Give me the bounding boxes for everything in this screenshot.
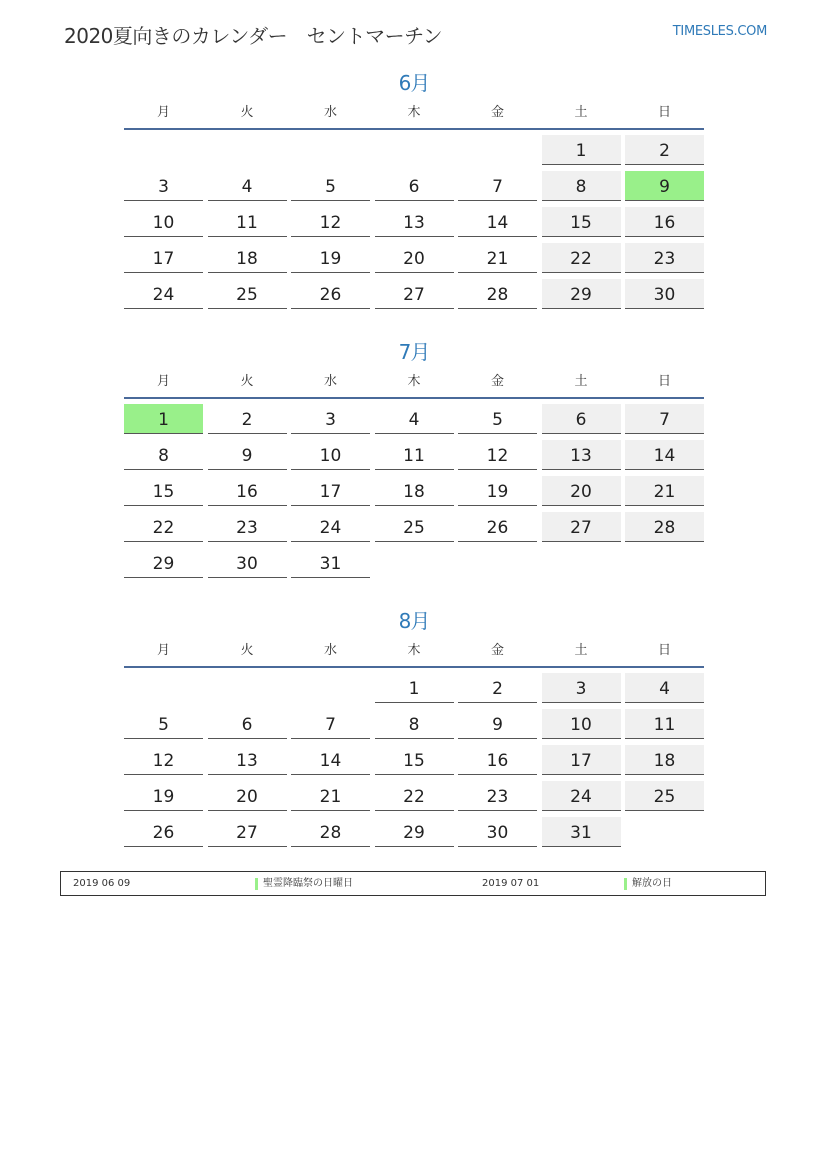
legend-date: 2019 06 09 xyxy=(73,878,131,889)
day-cell[interactable]: 26 xyxy=(124,817,203,847)
day-cell[interactable]: 18 xyxy=(208,243,287,273)
day-grid xyxy=(124,404,704,578)
day-grid xyxy=(124,135,704,309)
day-cell[interactable]: 11 xyxy=(625,709,704,739)
day-cell[interactable]: 25 xyxy=(625,781,704,811)
day-cell[interactable]: 22 xyxy=(375,781,454,811)
weekday-label: 金 xyxy=(490,643,504,658)
day-cell[interactable]: 8 xyxy=(124,440,203,470)
brand-link[interactable]: TIMESLES.COM xyxy=(672,24,767,39)
day-cell[interactable]: 1 xyxy=(542,135,621,165)
day-cell[interactable]: 17 xyxy=(124,243,203,273)
weekday-label: 水 xyxy=(323,643,337,658)
weekday-label: 土 xyxy=(574,643,588,658)
day-cell[interactable]: 12 xyxy=(124,745,203,775)
day-cell[interactable]: 22 xyxy=(542,243,621,273)
day-cell[interactable]: 27 xyxy=(375,279,454,309)
day-cell[interactable]: 29 xyxy=(124,548,203,578)
legend-holiday-name: 解放の日 xyxy=(632,878,672,889)
weekday-label: 火 xyxy=(240,643,254,658)
day-cell[interactable]: 7 xyxy=(458,171,537,201)
day-cell[interactable]: 6 xyxy=(542,404,621,434)
day-cell[interactable]: 18 xyxy=(375,476,454,506)
day-cell[interactable]: 20 xyxy=(208,781,287,811)
weekday-header xyxy=(124,367,704,397)
day-cell[interactable]: 27 xyxy=(208,817,287,847)
weekday-label: 土 xyxy=(574,105,588,120)
day-cell[interactable]: 24 xyxy=(542,781,621,811)
day-cell[interactable]: 3 xyxy=(124,171,203,201)
empty-cell xyxy=(291,135,370,165)
day-cell[interactable]: 30 xyxy=(458,817,537,847)
empty-cell xyxy=(124,135,203,165)
day-cell[interactable]: 4 xyxy=(625,673,704,703)
weekday-divider xyxy=(124,397,704,399)
day-cell[interactable]: 6 xyxy=(208,709,287,739)
month-title: 7月 xyxy=(398,340,430,364)
day-cell[interactable]: 18 xyxy=(625,745,704,775)
day-cell[interactable]: 24 xyxy=(124,279,203,309)
day-cell[interactable]: 29 xyxy=(542,279,621,309)
weekday-divider xyxy=(124,666,704,668)
day-cell[interactable]: 16 xyxy=(625,207,704,237)
day-cell[interactable]: 14 xyxy=(625,440,704,470)
day-cell[interactable]: 7 xyxy=(291,709,370,739)
weekday-label: 月 xyxy=(156,374,170,389)
weekday-header xyxy=(124,98,704,128)
empty-cell xyxy=(291,673,370,703)
weekday-header xyxy=(124,636,704,666)
weekday-label: 木 xyxy=(407,374,421,389)
day-cell[interactable]: 4 xyxy=(208,171,287,201)
day-cell[interactable]: 2 xyxy=(458,673,537,703)
day-cell[interactable]: 11 xyxy=(208,207,287,237)
day-cell[interactable]: 20 xyxy=(542,476,621,506)
weekday-divider xyxy=(124,128,704,130)
day-cell[interactable]: 2 xyxy=(625,135,704,165)
day-cell[interactable]: 26 xyxy=(291,279,370,309)
day-cell[interactable]: 27 xyxy=(542,512,621,542)
holiday-legend xyxy=(60,871,766,896)
day-cell[interactable]: 5 xyxy=(458,404,537,434)
month-title: 8月 xyxy=(398,609,430,633)
day-cell[interactable]: 11 xyxy=(375,440,454,470)
weekday-label: 火 xyxy=(240,374,254,389)
weekday-label: 水 xyxy=(323,374,337,389)
day-cell[interactable]: 28 xyxy=(291,817,370,847)
legend-date: 2019 07 01 xyxy=(482,878,540,889)
day-cell[interactable]: 24 xyxy=(291,512,370,542)
day-cell[interactable]: 29 xyxy=(375,817,454,847)
weekday-label: 月 xyxy=(156,105,170,120)
day-cell[interactable]: 7 xyxy=(625,404,704,434)
day-cell[interactable]: 19 xyxy=(458,476,537,506)
day-cell[interactable]: 8 xyxy=(375,709,454,739)
day-cell[interactable]: 13 xyxy=(208,745,287,775)
month-june xyxy=(124,68,704,309)
day-cell[interactable]: 3 xyxy=(542,673,621,703)
day-cell[interactable]: 16 xyxy=(458,745,537,775)
day-cell[interactable]: 10 xyxy=(291,440,370,470)
day-cell[interactable]: 31 xyxy=(291,548,370,578)
day-cell[interactable]: 15 xyxy=(124,476,203,506)
day-cell[interactable]: 3 xyxy=(291,404,370,434)
weekday-label: 日 xyxy=(657,374,671,389)
day-cell[interactable]: 21 xyxy=(458,243,537,273)
empty-cell xyxy=(208,135,287,165)
day-cell[interactable]: 23 xyxy=(458,781,537,811)
day-cell[interactable]: 8 xyxy=(542,171,621,201)
day-cell[interactable]: 21 xyxy=(291,781,370,811)
weekday-label: 火 xyxy=(240,105,254,120)
day-cell[interactable]: 30 xyxy=(208,548,287,578)
day-cell[interactable]: 17 xyxy=(291,476,370,506)
day-cell[interactable]: 25 xyxy=(208,279,287,309)
weekday-label: 木 xyxy=(407,105,421,120)
day-cell[interactable]: 14 xyxy=(291,745,370,775)
weekday-label: 木 xyxy=(407,643,421,658)
month-august xyxy=(124,606,704,847)
legend-holiday-name: 聖霊降臨祭の日曜日 xyxy=(263,878,353,889)
page-title: 2020夏向きのカレンダー セントマーチン xyxy=(64,24,443,48)
day-cell[interactable]: 26 xyxy=(458,512,537,542)
empty-cell xyxy=(208,673,287,703)
day-cell[interactable]: 13 xyxy=(375,207,454,237)
day-cell[interactable]: 10 xyxy=(124,207,203,237)
empty-cell xyxy=(375,135,454,165)
day-cell[interactable]: 17 xyxy=(542,745,621,775)
day-cell[interactable]: 15 xyxy=(542,207,621,237)
day-cell[interactable]: 22 xyxy=(124,512,203,542)
weekday-label: 日 xyxy=(657,643,671,658)
weekday-label: 日 xyxy=(657,105,671,120)
day-cell[interactable]: 10 xyxy=(542,709,621,739)
day-cell[interactable]: 5 xyxy=(124,709,203,739)
day-cell[interactable]: 28 xyxy=(625,512,704,542)
day-cell[interactable]: 19 xyxy=(291,243,370,273)
day-cell[interactable]: 23 xyxy=(208,512,287,542)
day-cell[interactable]: 5 xyxy=(291,171,370,201)
legend-color-swatch xyxy=(624,878,627,890)
day-cell[interactable]: 28 xyxy=(458,279,537,309)
day-cell[interactable]: 19 xyxy=(124,781,203,811)
day-cell[interactable]: 30 xyxy=(625,279,704,309)
day-cell[interactable]: 9 xyxy=(208,440,287,470)
day-cell[interactable]: 2 xyxy=(208,404,287,434)
weekday-label: 金 xyxy=(490,105,504,120)
day-cell[interactable]: 16 xyxy=(208,476,287,506)
day-grid xyxy=(124,673,704,847)
day-cell[interactable]: 23 xyxy=(625,243,704,273)
empty-cell xyxy=(458,135,537,165)
day-cell[interactable]: 20 xyxy=(375,243,454,273)
month-july xyxy=(124,337,704,578)
day-cell[interactable]: 25 xyxy=(375,512,454,542)
legend-color-swatch xyxy=(255,878,258,890)
day-cell[interactable]: 9 xyxy=(458,709,537,739)
empty-cell xyxy=(124,673,203,703)
day-cell[interactable]: 31 xyxy=(542,817,621,847)
weekday-label: 月 xyxy=(156,643,170,658)
day-cell[interactable]: 15 xyxy=(375,745,454,775)
weekday-label: 金 xyxy=(490,374,504,389)
day-cell[interactable]: 4 xyxy=(375,404,454,434)
day-cell[interactable]: 12 xyxy=(291,207,370,237)
day-cell[interactable]: 21 xyxy=(625,476,704,506)
weekday-label: 水 xyxy=(323,105,337,120)
day-cell[interactable]: 12 xyxy=(458,440,537,470)
day-cell[interactable]: 6 xyxy=(375,171,454,201)
month-title: 6月 xyxy=(398,71,430,95)
day-cell[interactable]: 9 xyxy=(625,171,704,201)
day-cell[interactable]: 1 xyxy=(124,404,203,434)
day-cell[interactable]: 13 xyxy=(542,440,621,470)
day-cell[interactable]: 14 xyxy=(458,207,537,237)
day-cell[interactable]: 1 xyxy=(375,673,454,703)
weekday-label: 土 xyxy=(574,374,588,389)
